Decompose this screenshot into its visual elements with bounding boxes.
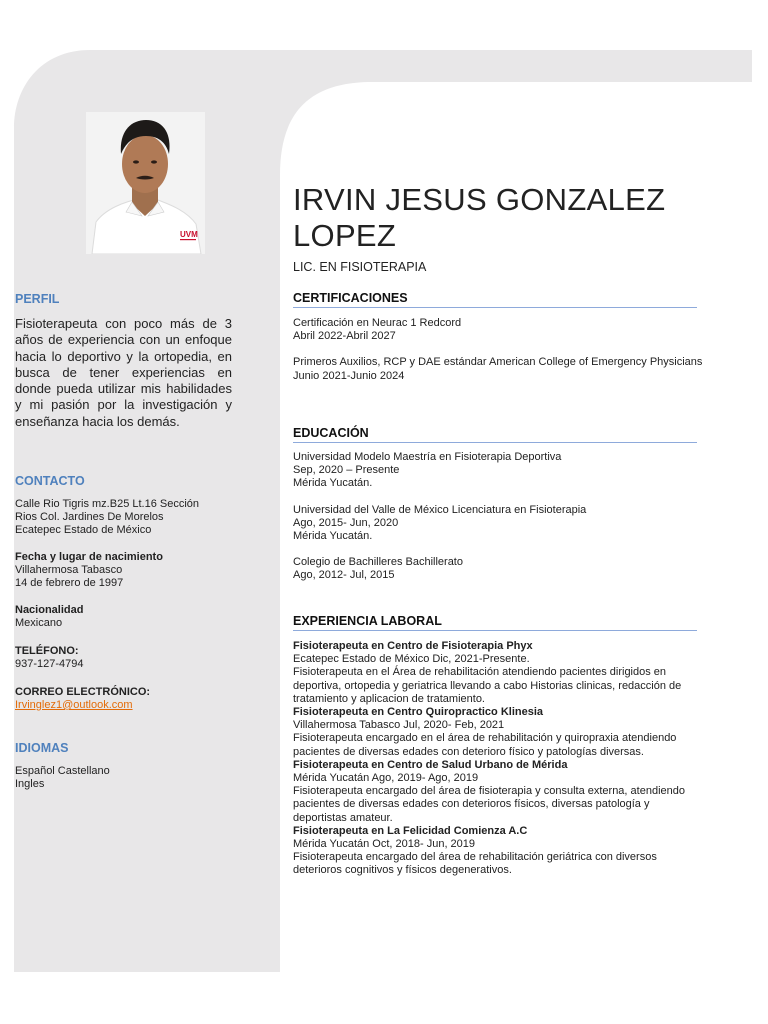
educacion-list [293, 451, 703, 583]
address-line: Ecatepec Estado de México [15, 524, 152, 536]
language-item: Ingles [15, 778, 45, 790]
job-desc: Fisioterapeuta en el Área de rehabilitación atendiendo pacientes dirigidos en deportiva, ortopedia y geriatrica llevando a cabo Historias clinicas, redacción de tratamiento y aplicacion de tratamiento. [293, 666, 682, 705]
profile-photo [86, 112, 205, 254]
job-desc: Fisioterapeuta encargado en el área de rehabilitación y quiropraxia atendiendo pacientes de diversas edades con deterioro físico y patologías diversas. [293, 732, 677, 758]
phone-value: 937-127-4794 [15, 658, 84, 670]
job-role: Fisioterapeuta en Centro Quiropractico Klinesia [293, 706, 543, 719]
contact-address [15, 498, 237, 537]
certificaciones-list [293, 317, 703, 383]
cert-title: Certificación en Neurac 1 Redcord [293, 317, 462, 329]
edu-title: Colegio de Bachilleres Bachillerato [293, 556, 463, 569]
nationality-value: Mexicano [15, 617, 63, 629]
cert-title: Primeros Auxilios, RCP y DAE estándar American College of Emergency Physicians [293, 356, 703, 369]
perfil-heading: PERFIL [15, 292, 60, 306]
language-item: Español Castellano [15, 765, 110, 777]
contacto-heading: CONTACTO [15, 474, 85, 488]
birth-info [15, 551, 237, 590]
address-line: Rios Col. Jardines De Morelos [15, 511, 164, 523]
languages-list [15, 765, 237, 791]
edu-title: Universidad Modelo Maestría en Fisioterapia Deportiva [293, 451, 562, 463]
phone-info [15, 645, 237, 671]
job-role: Fisioterapeuta en Centro de Fisioterapia Phyx [293, 640, 533, 652]
edu-dates: Sep, 2020 – Presente [293, 464, 400, 477]
perfil-text: Fisioterapeuta con poco más de 3 años de experiencia con un enfoque hacia lo deportivo y la ortopedia, en busca de tener experiencias en donde pueda utilizar mis habilidades y mi pasión por la investigación y enseñanza hacia los demás. [15, 316, 232, 429]
svg-text:UVM: UVM [180, 230, 198, 239]
job-desc: Fisioterapeuta encargado del área de fisioterapia y consulta externa, atendiendo pacientes de diversas edades con deterioros físicos, diversas patología y deportistas amateur. [293, 785, 685, 824]
edu-dates: Ago, 2015- Jun, 2020 [293, 516, 399, 529]
job-meta: Ecatepec Estado de México Dic, 2021-Presente. [293, 653, 530, 666]
edu-place: Mérida Yucatán. [293, 530, 373, 543]
address-line: Calle Rio Tigris mz.B25 Lt.16 Sección [15, 498, 200, 510]
job-role: Fisioterapeuta en Centro de Salud Urbano de Mérida [293, 758, 568, 771]
experiencia-list [293, 640, 703, 878]
email-link[interactable]: Irvinglez1@outlook.com [15, 699, 133, 711]
birth-place: Villahermosa Tabasco [15, 564, 123, 576]
birth-date: 14 de febrero de 1997 [15, 577, 124, 589]
person-portrait-icon [86, 112, 205, 254]
candidate-title: LIC. EN FISIOTERAPIA [293, 260, 427, 274]
nationality-info [15, 604, 237, 630]
certificaciones-heading: CERTIFICACIONES [293, 291, 697, 308]
edu-title: Universidad del Valle de México Licenciatura en Fisioterapia [293, 503, 587, 516]
job-role: Fisioterapeuta en La Felicidad Comienza A.C [293, 824, 528, 837]
job-meta: Mérida Yucatán Oct, 2018- Jun, 2019 [293, 838, 476, 851]
phone-label: TELÉFONO: [15, 645, 79, 657]
cert-dates: Junio 2021-Junio 2024 [293, 369, 405, 382]
nationality-label: Nacionalidad [15, 604, 84, 616]
email-info [15, 686, 237, 712]
job-meta: Villahermosa Tabasco Jul, 2020- Feb, 2021 [293, 719, 505, 732]
cert-dates: Abril 2022-Abril 2027 [293, 330, 396, 343]
job-desc: Fisioterapeuta encargado del área de rehabilitación geriátrica con diversos deterioros cognitivos y físicos degenerativos. [293, 851, 657, 877]
candidate-name: IRVIN JESUS GONZALEZ LOPEZ [293, 182, 666, 253]
birth-label: Fecha y lugar de nacimiento [15, 551, 163, 563]
experiencia-heading: EXPERIENCIA LABORAL [293, 614, 697, 631]
edu-place: Mérida Yucatán. [293, 477, 373, 490]
educacion-heading: EDUCACIÓN [293, 426, 697, 443]
idiomas-heading: IDIOMAS [15, 741, 69, 755]
job-meta: Mérida Yucatán Ago, 2019- Ago, 2019 [293, 772, 479, 785]
edu-dates: Ago, 2012- Jul, 2015 [293, 569, 395, 582]
email-label: CORREO ELECTRÓNICO: [15, 686, 151, 698]
